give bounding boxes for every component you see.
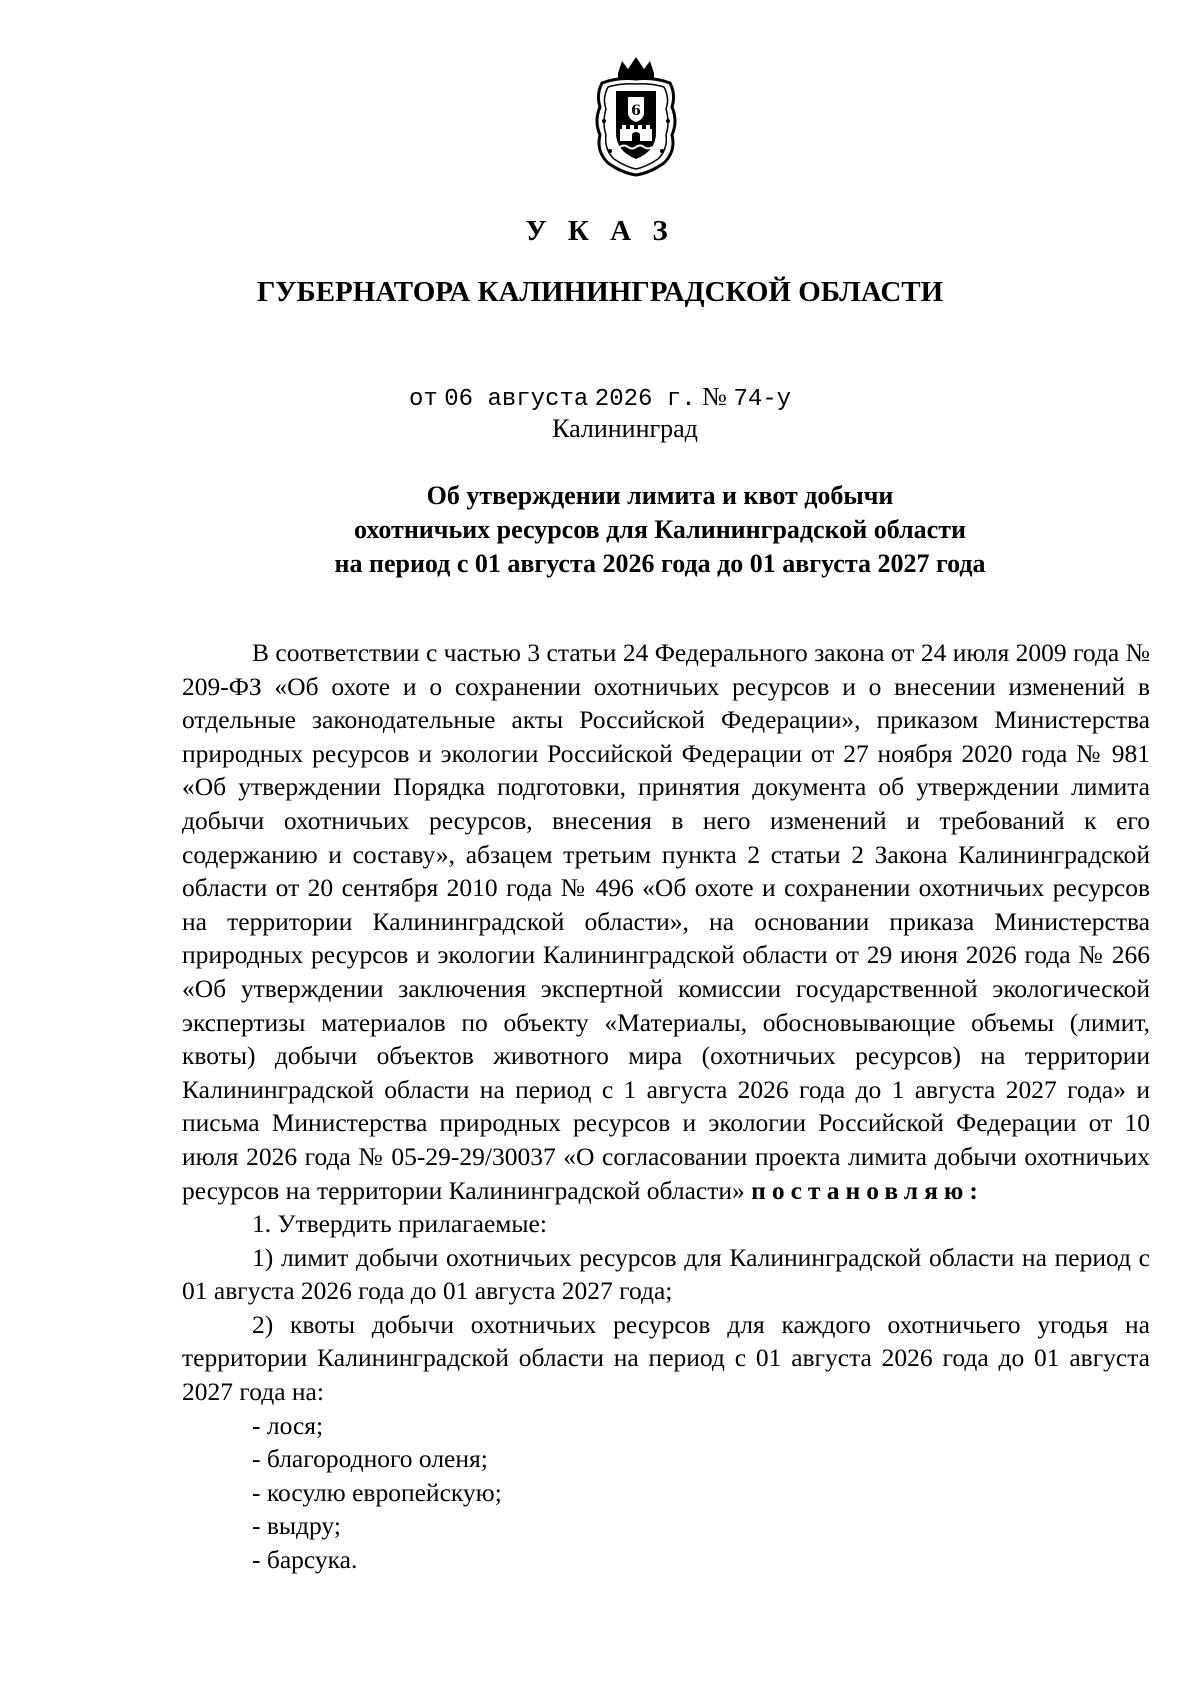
coat-of-arms-icon [588, 55, 684, 177]
date-prefix: от [408, 386, 438, 413]
item-1: 1. Утвердить прилагаемые: [252, 1209, 547, 1239]
decree-number: 74-у [733, 386, 792, 413]
document-type-title: У К А З [525, 215, 675, 247]
decree-year: 2026 г. [594, 386, 696, 413]
subject-line: охотничьих ресурсов для Калининградской области [354, 515, 966, 544]
species-list-item: - лося; [252, 1410, 324, 1440]
date-and-number-line [0, 382, 1200, 413]
svg-text:6: 6 [631, 103, 641, 119]
decree-subject [180, 479, 1140, 581]
species-list-item: - барсука. [252, 1545, 358, 1575]
species-list-item: - благородного оленя; [252, 1444, 488, 1474]
item-1-2: 2) квоты добычи охотничьих ресурсов для каждого охотничьего угодья на территории Калининградской области на период с 01 августа 2026 года до 01 августа 2027 года на: [182, 1309, 1150, 1407]
number-prefix: № [702, 382, 727, 411]
issuer-title: ГУБЕРНАТОРА КАЛИНИНГРАДСКОЙ ОБЛАСТИ [256, 276, 944, 308]
preamble-text: В соответствии с частью 3 статьи 24 Федерального закона от 24 июля 2009 года № 209-ФЗ «Об охоте и о сохранении охотничьих ресурсов и о внесении изменений в отдельные законодательные акты Российской Федерации», приказом Министерства природных ресурсов и экологии Российской Федерации от 27 ноября 2020 года № 981 «Об утверждении Порядка подготовки, принятия документа об утверждении лимита добычи охотничьих ресурсов, внесения в него изменений и требований к его содержанию и составу», абзацем третьим пункта 2 статьи 2 Закона Калининградской области от 20 сентября 2010 года № 496 «Об охоте и сохранении охотничьих ресурсов на территории Калининградской области», на основании приказа Министерства природных ресурсов и экологии Калининградской области от 29 июня 2026 года № 266 «Об утверждении заключения экспертной комиссии государственной экологической экспертизы материалов по объекту «Материалы, обосновывающие объемы (лимит, квоты) добычи объектов животного мира (охотничьих ресурсов) на территории Калининградской области на период с 1 августа 2026 года до 1 августа 2027 года» и письма Министерства природных ресурсов и экологии Российской Федерации от 10 июля 2026 года № 05-29-29/30037 «О согласовании проекта лимита добычи охотничьих ресурсов на территории Калининградской области» [182, 638, 1150, 1205]
item-1-1: 1) лимит добычи охотничьих ресурсов для Калининградской области на период с 01 августа 2026 года до 01 августа 2027 года; [182, 1242, 1150, 1306]
subject-line: Об утверждении лимита и квот добычи [426, 481, 894, 510]
preamble-paragraph [182, 636, 1150, 1207]
decree-word: постановляю: [751, 1175, 984, 1205]
city-name: Калининград [552, 414, 698, 443]
decree-body [182, 636, 1150, 1577]
decree-date: 06 августа [444, 386, 589, 413]
subject-line: на период с 01 августа 2026 года до 01 августа 2027 года [334, 549, 986, 578]
species-list-item: - выдру; [252, 1511, 341, 1541]
species-list-item: - косулю европейскую; [252, 1477, 502, 1507]
